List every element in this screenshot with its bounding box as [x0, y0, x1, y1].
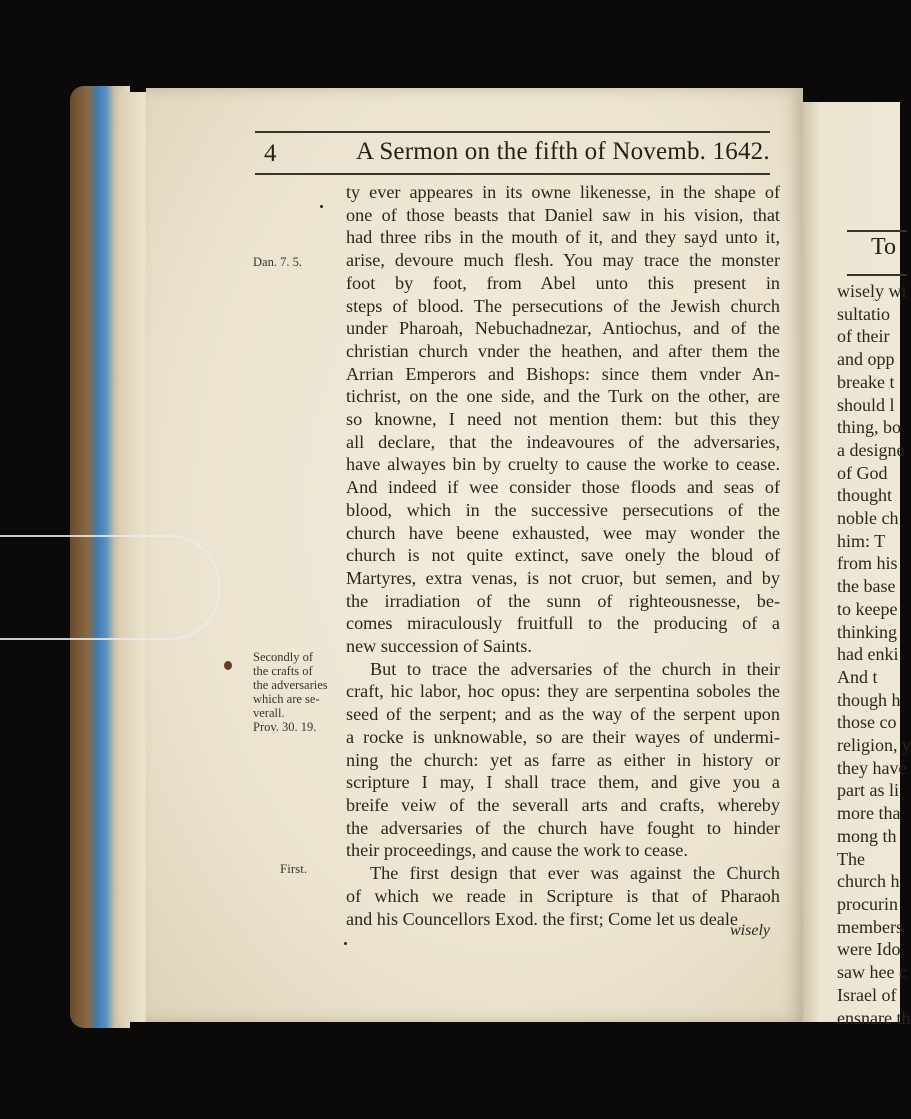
text-line: scripture I may, I shall trace them, and give you a [346, 772, 780, 793]
text-line: breife veiw of the severall arts and crafts, whereby [346, 794, 780, 815]
right-running-title: To [871, 234, 896, 260]
right-header-rule-bottom [847, 274, 907, 276]
text-line: foot by foot, from Abel unto this present in [346, 272, 780, 293]
ink-stain [224, 661, 232, 670]
text-line: arise, devoure much flesh. You may trace the monster [346, 250, 780, 271]
text-line: The first design that ever was against the Church [370, 863, 780, 884]
text-line: ning the church: yet as farre as either in history or [346, 749, 780, 770]
right-page-text [837, 280, 911, 1029]
right-text-line: to keepe [837, 598, 898, 619]
margin-note-line: the adversaries [253, 678, 328, 692]
text-line: one of those beasts that Daniel saw in his vision, that [346, 204, 780, 225]
speck [320, 205, 323, 208]
running-title: A Sermon on the fifth of Novemb. 1642. [356, 138, 770, 165]
right-text-line: church h [837, 871, 900, 892]
right-text-line: and opp [837, 349, 895, 370]
text-line: ty ever appeares in its owne likenesse, in the shape of [346, 182, 780, 202]
header-rule-top [255, 131, 770, 133]
text-line: seed of the serpent; and as the way of the serpent upon [346, 704, 780, 725]
right-text-line: religion, y [837, 735, 911, 756]
margin-note-line: which are se- [253, 692, 320, 706]
text-line: christian church vnder the heathen, and after them the [346, 340, 780, 361]
text-line: under Pharoah, Nebuchadnezar, Antiochus, and of the [346, 318, 780, 339]
right-text-line: the base [837, 576, 896, 597]
right-page [803, 102, 911, 1028]
text-line: craft, hic labor, hoc opus: they are serpentina soboles the [346, 681, 780, 702]
right-text-line: wisely wi [837, 281, 907, 301]
text-line: steps of blood. The persecutions of the Jewish church [346, 295, 780, 316]
right-text-line: members [837, 916, 903, 937]
right-text-line: those co [837, 712, 897, 733]
right-text-line: should l [837, 394, 895, 415]
text-line: tichrist, on the one side, and the Turk on the other, are [346, 386, 780, 407]
margin-note-first: First. [280, 861, 308, 876]
speck [344, 942, 347, 945]
text-line: a rocke is unknowable, so are their wayes of undermi- [346, 726, 780, 747]
right-text-line: of God [837, 462, 888, 483]
text-line: church have beene exhausted, wee may wonder the [346, 522, 780, 543]
margin-note-secondly [253, 650, 328, 734]
margin-note-line: verall. [253, 706, 285, 720]
page-clip-holder [0, 535, 220, 640]
text-line: blood, which in the successive persecutions of the [346, 499, 780, 520]
page-header [264, 136, 774, 172]
text-line: church is not quite extinct, save onely the bloud of [346, 545, 780, 566]
right-text-line: noble ch [837, 508, 899, 529]
margin-note-dan: Dan. 7. 5. [253, 255, 302, 269]
right-text-line: a designe [837, 439, 905, 460]
right-text-line: And t [837, 666, 878, 687]
right-text-line: him: T [837, 530, 886, 551]
text-line: had three ribs in the mouth of it, and they sayd unto it, [346, 227, 780, 248]
header-rule-bottom [255, 173, 770, 175]
right-header-rule-top [847, 230, 907, 232]
right-text-line: thinking [837, 621, 898, 642]
text-line: And indeed if wee consider those floods and seas of [346, 477, 780, 498]
text-line: Martyres, extra venas, is not cruor, but semen, and by [346, 567, 780, 588]
text-line: new succession of Saints. [346, 636, 532, 657]
right-text-line: procurin [837, 893, 898, 914]
margin-note-prov: Prov. 30. 19. [253, 720, 317, 734]
text-line: of which we reade in Scripture is that of Pharaoh [346, 885, 780, 906]
margin-note-line: Secondly of [253, 650, 314, 664]
right-text-line: breake t [837, 371, 895, 392]
body-text [346, 181, 780, 930]
text-line: Arrian Emperors and Bishops: since them vnder An- [346, 363, 780, 384]
text-line: their proceedings, and cause the work to cease. [346, 840, 688, 861]
right-text-line: they have [837, 757, 907, 778]
right-text-line: more tha [837, 803, 901, 824]
right-text-line: thing, bo [837, 417, 902, 438]
right-text-line: ensnare th [837, 1007, 911, 1028]
text-line: comes miraculously fruitfull to the producing of a [346, 613, 780, 634]
right-text-line: from his [837, 553, 898, 574]
right-text-line: mong th [837, 825, 897, 846]
right-text-line: thought [837, 485, 893, 506]
right-text-line: The [837, 848, 865, 869]
catchword: wisely [730, 922, 770, 939]
right-text-line: of their [837, 326, 890, 347]
right-text-line: sultatio [837, 303, 890, 324]
text-line: so knowne, I need not mention them: but this they [346, 409, 780, 430]
text-line: the adversaries of the church have fought to hinder [346, 817, 780, 838]
right-text-line: were Ido [837, 939, 901, 960]
right-text-line: though h [837, 689, 901, 710]
page-number: 4 [264, 140, 277, 167]
text-line: and his Councellors Exod. the first; Come let us deale [346, 908, 738, 929]
right-text-line: part as li [837, 780, 899, 801]
right-text-line: Israel of [837, 984, 897, 1005]
right-text-line: had enki [837, 644, 899, 665]
text-line: But to trace the adversaries of the church in their [370, 658, 780, 679]
margin-note-line: the crafts of [253, 664, 313, 678]
right-text-line: saw hee c [837, 962, 907, 983]
text-line: the irradiation of the sunn of righteousnesse, be- [346, 590, 780, 611]
text-line: have alwayes bin by cruelty to cause the worke to cease. [346, 454, 780, 475]
text-line: all declare, that the indeavoures of the adversaries, [346, 431, 780, 452]
